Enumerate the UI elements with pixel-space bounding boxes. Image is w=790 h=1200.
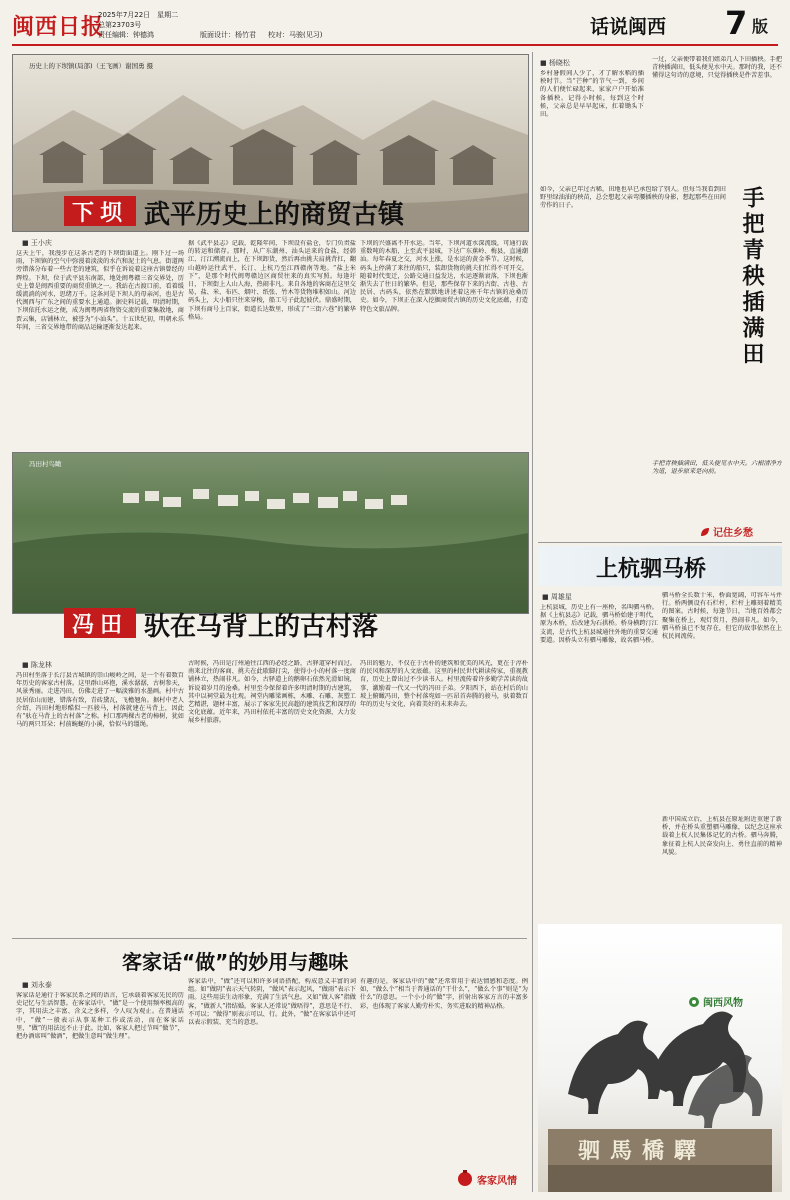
xiaba-headline: 武平历史上的商贸古镇 xyxy=(144,200,405,230)
essay-source-badge xyxy=(700,524,753,539)
fengtian-aerial-photo xyxy=(12,452,529,614)
divider-article3 xyxy=(12,938,527,939)
column-divider xyxy=(532,52,533,1192)
hakka-author: ■ 刘永泰 xyxy=(22,981,52,989)
fengtian-author: ■ 陈龙林 xyxy=(22,661,52,669)
divider-bridge xyxy=(538,542,782,543)
hakka-author-name: 刘永泰 xyxy=(30,981,52,989)
essay-quote: 手把青秧插满田，低头便见水中天。六根清净方为道，退步原来是向前。 xyxy=(652,460,782,476)
xiaba-photo-caption: 历史上的下坝镇(局部)（王飞画）谢国勇 摄 xyxy=(29,62,154,70)
essay-author: ■ 杨晓松 xyxy=(540,59,570,67)
fengtian-headline: 驮在马背上的古村落 xyxy=(144,612,379,642)
hakka-source-badge xyxy=(456,1166,526,1192)
hakka-col-2: 客家话中，“做”还可以和许多词语搭配，构成意义丰富的词组。如“做阴”表示天气转阴，“做风”表示起风，“做雨”表示下雨。这些用法生动形象，充满了生活气息。又如“做人客”指做客，“做新人”指结婚。客家人还常说“做唔得”，意思是不行、不可以；“做得”则表示可以、行。此外，“做”在客家话中还可以表示假装、充当的意思。 xyxy=(188,978,356,1027)
xiaba-author: ■ 王小庆 xyxy=(22,239,52,247)
bridge-col-2: 驷马桥全长数十米，桥面宽阔，可容车马并行。桥两侧设有石栏杆，栏杆上雕刻着精美的图案。古时候，每逢节日，当地百姓都会聚集在桥上，观灯赏月，热闹非凡。如今，驷马桥虽已不复存在，但它的故事依然在上杭民间流传。 xyxy=(662,592,782,641)
essay-title: 手把青秧插满田 xyxy=(739,186,764,368)
masthead-issue: 总第23703号 xyxy=(98,21,142,29)
bridge-author-name: 周雄星 xyxy=(550,593,572,601)
xiaba-col-1: 这天上午，我漫步在这条古老的下坝街面道上。刚下过一场雨，下坝镇的空气中弥漫着淡淡的水汽和泥土的气息。街道两旁错落分布着一些古老的建筑，似乎在诉说着这座古镇曾经的辉煌。下坝，位于武平县东南部，地处闽粤赣三省交界处，历史上曾是闽西重要的商贸重镇之一。我站在古渡口前，看着缓缓流淌的河水，思绪万千。这条河是下坝人的母亲河，也是古代闽西与广东之间的重要水上通道。据史料记载，明清时期，下坝依托水运之便，成为闽粤两省物资交流的重要集散地，商贾云集，店铺林立，被誉为“小汕头”。十五世纪初，明朝永乐年间，三省交界地带的商品运输逐渐发达起来。 xyxy=(16,250,184,331)
fengtian-drawing xyxy=(13,453,528,613)
fengtian-col-1: 冯田村坐落于长汀县古城镇的崇山峻岭之间，是一个有着数百年历史的客家古村落。这里群山环抱，溪水潺潺，古树参天，风景秀丽。走进冯田，仿佛走进了一幅淡雅的水墨画。村中古民居依山而建，错落有致，青砖黛瓦，飞檐翘角。据村中老人介绍，冯田村地形酷似一匹骏马，村落就建在马背上，因此有“驮在马背上的古村落”之称。村口那两棵古老的樟树，犹如马的两只耳朵；村前蜿蜒的小溪，恰似马的缰绳。 xyxy=(16,672,184,729)
hakka-col-3: 有趣的是，客家话中的“做”还常常用于表达情感和态度。例如，“做么个”相当于普通话的“干什么”，“做么个事”则是“为什么”的意思。一个小小的“做”字，折射出客家方言的丰富多彩，也体现了客家人勤劳朴实、务实进取的精神品格。 xyxy=(360,978,528,1010)
bridge-headline: 上杭驷马桥 xyxy=(596,557,707,582)
xiaba-author-name: 王小庆 xyxy=(30,239,52,247)
masthead-editor: 责任编辑：钟德鸿 xyxy=(98,31,154,39)
page-unit: 版 xyxy=(752,17,769,36)
fengtian-tag: 冯田 xyxy=(64,608,136,638)
bridge-inscription: 驷馬橋驛 xyxy=(578,1138,707,1164)
masthead-proofreader: 校对：马骏(见习) xyxy=(268,31,323,39)
masthead-logo: 闽西日报 xyxy=(12,15,105,40)
bridge-source-label: 闽西风物 xyxy=(703,998,743,1009)
masthead xyxy=(0,0,790,48)
bridge-author: ■ 周雄星 xyxy=(542,593,572,601)
masthead-date: 2025年7月22日 星期二 xyxy=(98,11,179,19)
fengtian-col-2: 古时候，冯田是汀州通往江西的必经之路，古驿道穿村而过。南来北往的客商、挑夫在此歇脚打尖，使得小小的村落一度商铺林立，热闹非凡。如今，古驿道上的鹅卵石依然光滑如镜，诉说着岁月的沧桑。村里至今保留着许多明清时期的古建筑，其中以祠堂最为壮观。祠堂内雕梁画栋，木雕、石雕、灰塑工艺精湛，题材丰富，展示了客家先民高超的建筑技艺和深厚的文化底蕴。近年来，冯田村依托丰富的历史文化资源，大力发展乡村旅游。 xyxy=(188,660,356,725)
section-title: 话说闽西 xyxy=(590,16,667,38)
essay-col-2: 一过，父亲便带着我们姐弟几人下田插秧。手把青秧插满田，低头便见水中天。那时的我，还不懂得这句诗的意境，只觉得插秧是件苦差事。 xyxy=(652,56,782,80)
essay-author-name: 杨晓松 xyxy=(548,59,570,67)
page-number: 7 xyxy=(725,4,748,42)
flower-icon xyxy=(688,996,700,1008)
masthead-designer: 版面设计：杨竹君 xyxy=(200,31,256,39)
fengtian-photo-caption: 冯田村鸟瞰 xyxy=(29,460,62,468)
hakka-headline: 客家话“做”的妙用与趣味 xyxy=(122,950,349,974)
essay-col-1: 乡村暑假间人少了，才了解水稻的插秧时节。当“芒种”的节气一到，乡间的人们便忙碌起来，家家户户开始准备插秧。记得小时候，每到这个时候，父亲总是早早起床，扛着锄头下田。 xyxy=(540,70,644,119)
bridge-col-3: 新中国成立后，上杭县在原址附近重建了新桥，并在桥头重塑驷马雕像，以纪念这座承载着上杭人民集体记忆的古桥。驷马奔腾，象征着上杭人民奋发向上、勇往直前的精神风貌。 xyxy=(662,816,782,856)
bridge-source-badge xyxy=(688,994,743,1009)
hakka-col-1: 客家话是通行于客家民系之间的语言，它承载着客家先民的历史记忆与生活智慧。在客家话中，“做”是一个使用频率极高的字，其用法之丰富、含义之多样，令人叹为观止。在普通话中，“做”一般表示从事某种工作或活动，而在客家话里，“做”的用法远不止于此。比如，客家人把过节叫“做节”，把办酒席叫“做酒”，把做生意叫“做生理”。 xyxy=(16,992,184,1041)
fengtian-author-name: 陈龙林 xyxy=(30,661,52,669)
hakka-source-label: 客家风情 xyxy=(477,1175,517,1187)
xiaba-col-2: 据《武平县志》记载，乾隆年间，下坝设有盐仓，专门负责盐的转运和储存。那时，从广东潮州、汕头运来的食盐，经韩江、汀江溯流而上，在下坝卸货，然后再由挑夫肩挑背扛，翻山越岭运往武平、长汀、上杭乃至江西赣南等地。“盐上米下”，是那个时代闽粤赣边区商贸往来的真实写照。每逢圩日，下坝街上人山人海，热闹非凡。来自各地的客商在这里交易，盐、米、布匹、烟叶、纸张、竹木等货物堆积如山。河边码头上，大小船只往来穿梭，船工号子此起彼伏。鼎盛时期，下坝有商号上百家，街道长达数里，形成了“三街六巷”的繁华格局。 xyxy=(188,240,356,321)
fengtian-col-3: 冯田的魅力，不仅在于古朴的建筑和优美的风光，更在于淳朴的民风和深厚的人文底蕴。这里的村民世代耕读传家，重视教育，历史上曾出过不少读书人。村里流传着许多勤学苦读的故事，激励着一代又一代的冯田子弟。夕阳西下，站在村后的山坡上俯瞰冯田，整个村落宛如一匹昂首奔腾的骏马，驮着数百年的历史与文化，向着美好的未来奔去。 xyxy=(360,660,528,709)
xiaba-col-3: 下坝的兴盛离不开水运。当年，下坝河道水深流缓，可通行载重数吨的木船，上至武平县城，下达广东蕉岭、梅县，直通潮汕。每年春夏之交，河水上涨，是水运的黄金季节。这时候，码头上停满了来往的船只，装卸货物的挑夫们忙得不可开交。随着时代变迁，公路交通日益发达，水运逐渐衰落，下坝也渐渐失去了往日的繁华。但是，那些保存下来的古街、古巷、古民居、古码头，依然在默默地讲述着这座千年古镇的沧桑历史。如今，下坝正在深入挖掘商贸古镇的历史文化底蕴，打造特色文旅品牌。 xyxy=(360,240,528,313)
masthead-rule xyxy=(12,44,778,46)
essay-source-label: 记住乡愁 xyxy=(713,528,753,539)
xiaba-tag: 下坝 xyxy=(64,196,136,226)
bridge-col-1: 上杭县城，历史上有一座桥，名叫驷马桥。据《上杭县志》记载，驷马桥始建于明代，原为木桥，后改建为石拱桥。桥身横跨汀江支流，是古代上杭县城通往外地的重要交通要道。因桥头立有驷马雕像，故名驷马桥。 xyxy=(540,604,658,644)
bridge-horse-sculpture-photo xyxy=(538,924,782,1192)
leaf-icon xyxy=(700,527,710,537)
essay-col-3: 如今，父亲已年过古稀，田地也早已承包给了别人。但每当我看到田野里绿油油的秧苗，总会想起父亲弯腰插秧的身影，想起那些在田间劳作的日子。 xyxy=(540,186,726,210)
lantern-icon xyxy=(456,1170,474,1188)
